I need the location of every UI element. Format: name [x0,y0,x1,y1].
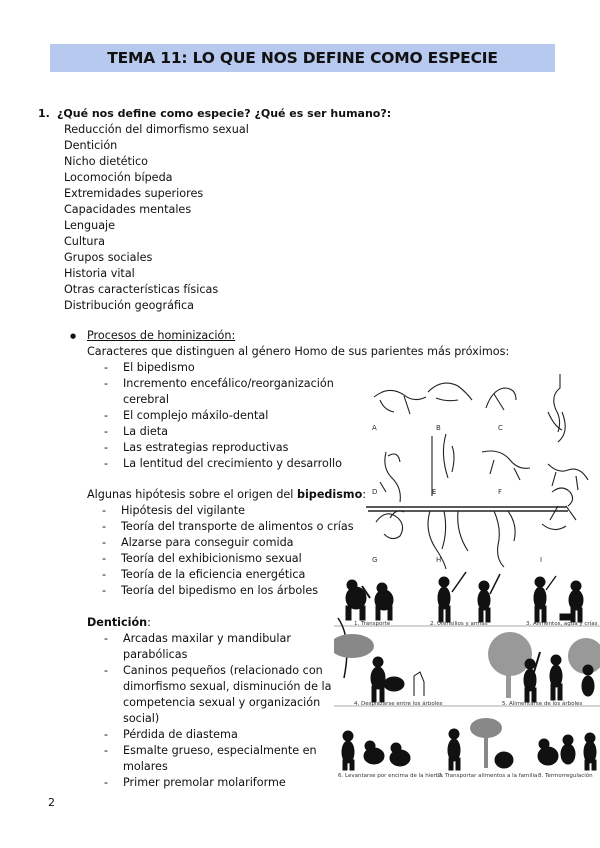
list-item-continuation: competencia sexual y organización [123,696,321,709]
list-item: - Primer premolar molariforme [123,775,332,791]
figure-label: A [372,424,377,432]
page-number: 2 [48,796,55,809]
list-item: Nicho dietético [64,155,148,168]
figure-caption: 5. Alimentarse de los árboles [502,701,583,707]
silhouette-carry-food [448,718,513,770]
list-item: - Esmalte grueso, especialmente en [123,743,332,759]
figure-label: B [436,424,441,432]
list-item: - Teoría del bipedismo en los árboles [121,583,354,599]
bipedismo-list [121,503,354,599]
primate-sketch-h [428,511,468,569]
silhouette-trees-move [334,618,424,702]
figure-caption: 6. Levantarse por encima de la hierba [338,773,443,779]
list-item: - Pérdida de diastema [123,727,332,743]
list-item: - Arcadas maxilar y mandibular [123,631,332,647]
silhouette-tree-feeding [488,632,600,702]
title-bar [50,44,555,72]
denticion-list [123,631,332,791]
denticion-heading: Dentición: [87,616,151,629]
figure-label: H [436,556,442,564]
list-item: Historia vital [64,267,135,280]
silhouette-thermoregulation [538,733,596,770]
list-item: - Incremento encefálico/reorganización [123,376,342,392]
section-number: 1. [38,107,50,120]
list-item: Locomoción bípeda [64,171,173,184]
primate-sketch-h2 [494,511,515,567]
list-item: - La dieta [123,424,342,440]
bipedalism-hypotheses-figure [334,568,600,782]
primate-sketch-b [428,383,472,401]
list-item: Grupos sociales [64,251,153,264]
list-item: Dentición [64,139,118,152]
list-item: - Teoría del transporte de alimentos o crías [121,519,354,535]
list-item-continuation: molares [123,760,168,773]
silhouette-grass-standing [342,731,410,770]
primate-sketch-e [432,434,454,496]
list-item-continuation: cerebral [123,393,169,406]
branch-line [366,507,568,511]
list-item: - La lentitud del crecimiento y desarrollo [123,456,342,472]
primate-sketch-c [486,388,516,410]
primate-sketch-d [380,452,400,502]
list-item: Extremidades superiores [64,187,204,200]
figure-caption: 7. Transportar alimentos a la familia [438,773,538,779]
figure-label: E [432,488,437,496]
silhouette-food-water [534,576,583,622]
primate-sketch-c2 [548,374,565,442]
figure-caption: 1. Transporte [354,621,391,627]
primate-sketch-f [482,451,530,480]
list-item: - Hipótesis del vigilante [121,503,354,519]
list-item: Reducción del dimorfismo sexual [64,123,249,136]
list-item: - Caninos pequeños (relacionado con [123,663,332,679]
primate-sketch-a [374,390,426,414]
list-item: - Teoría del exhibicionismo sexual [121,551,354,567]
silhouette-tools [438,572,500,622]
page-title: TEMA 11: LO QUE NOS DEFINE COMO ESPECIE [107,49,498,67]
figure-label: I [540,556,543,564]
list-item: Otras características físicas [64,283,219,296]
figure-caption: 3. Alimentos, agua y crías [526,621,598,627]
list-item: Cultura [64,235,105,248]
primate-sketch-f2 [548,464,588,490]
list-item: - Teoría de la eficiencia energética [121,567,354,583]
figure-label: C [498,424,503,432]
figure-caption: 2. Utensilios y armas [430,621,488,627]
list-item: - El bipedismo [123,360,342,376]
primate-sketch-g [376,511,404,539]
list-item-continuation: parabólicas [123,648,188,661]
hominizacion-intro: Caracteres que distinguen al género Homo de sus parientes más próximos: [87,345,510,358]
figure-caption: 4. Desplazarse entre los árboles [354,701,443,707]
hominizacion-list [123,360,342,472]
list-item: Lenguaje [64,219,116,232]
list-item: Distribución geográfica [64,299,195,312]
hominizacion-heading: ● Procesos de hominización: [87,328,235,344]
figure-label: F [498,488,503,496]
list-item-continuation: dimorfismo sexual, disminución de la [123,680,332,693]
bipedismo-intro: Algunas hipótesis sobre el origen del bipedismo: [87,488,367,501]
section-question: ¿Qué nos define como especie? ¿Qué es ser humano?: [57,107,392,120]
silhouette-transport [346,580,393,620]
primate-locomotion-figure [366,372,592,570]
list-item: - El complejo máxilo-dental [123,408,342,424]
primate-sketch-i [542,488,576,530]
list-item: - Alzarse para conseguir comida [121,535,354,551]
figure-label: D [372,488,378,496]
list-item-continuation: social) [123,712,160,725]
figure-caption: 8. Termorregulación [538,773,593,779]
figure-label: G [372,556,378,564]
list-item: - Las estrategias reproductivas [123,440,342,456]
characteristics-list [64,122,249,314]
list-item: Capacidades mentales [64,203,192,216]
